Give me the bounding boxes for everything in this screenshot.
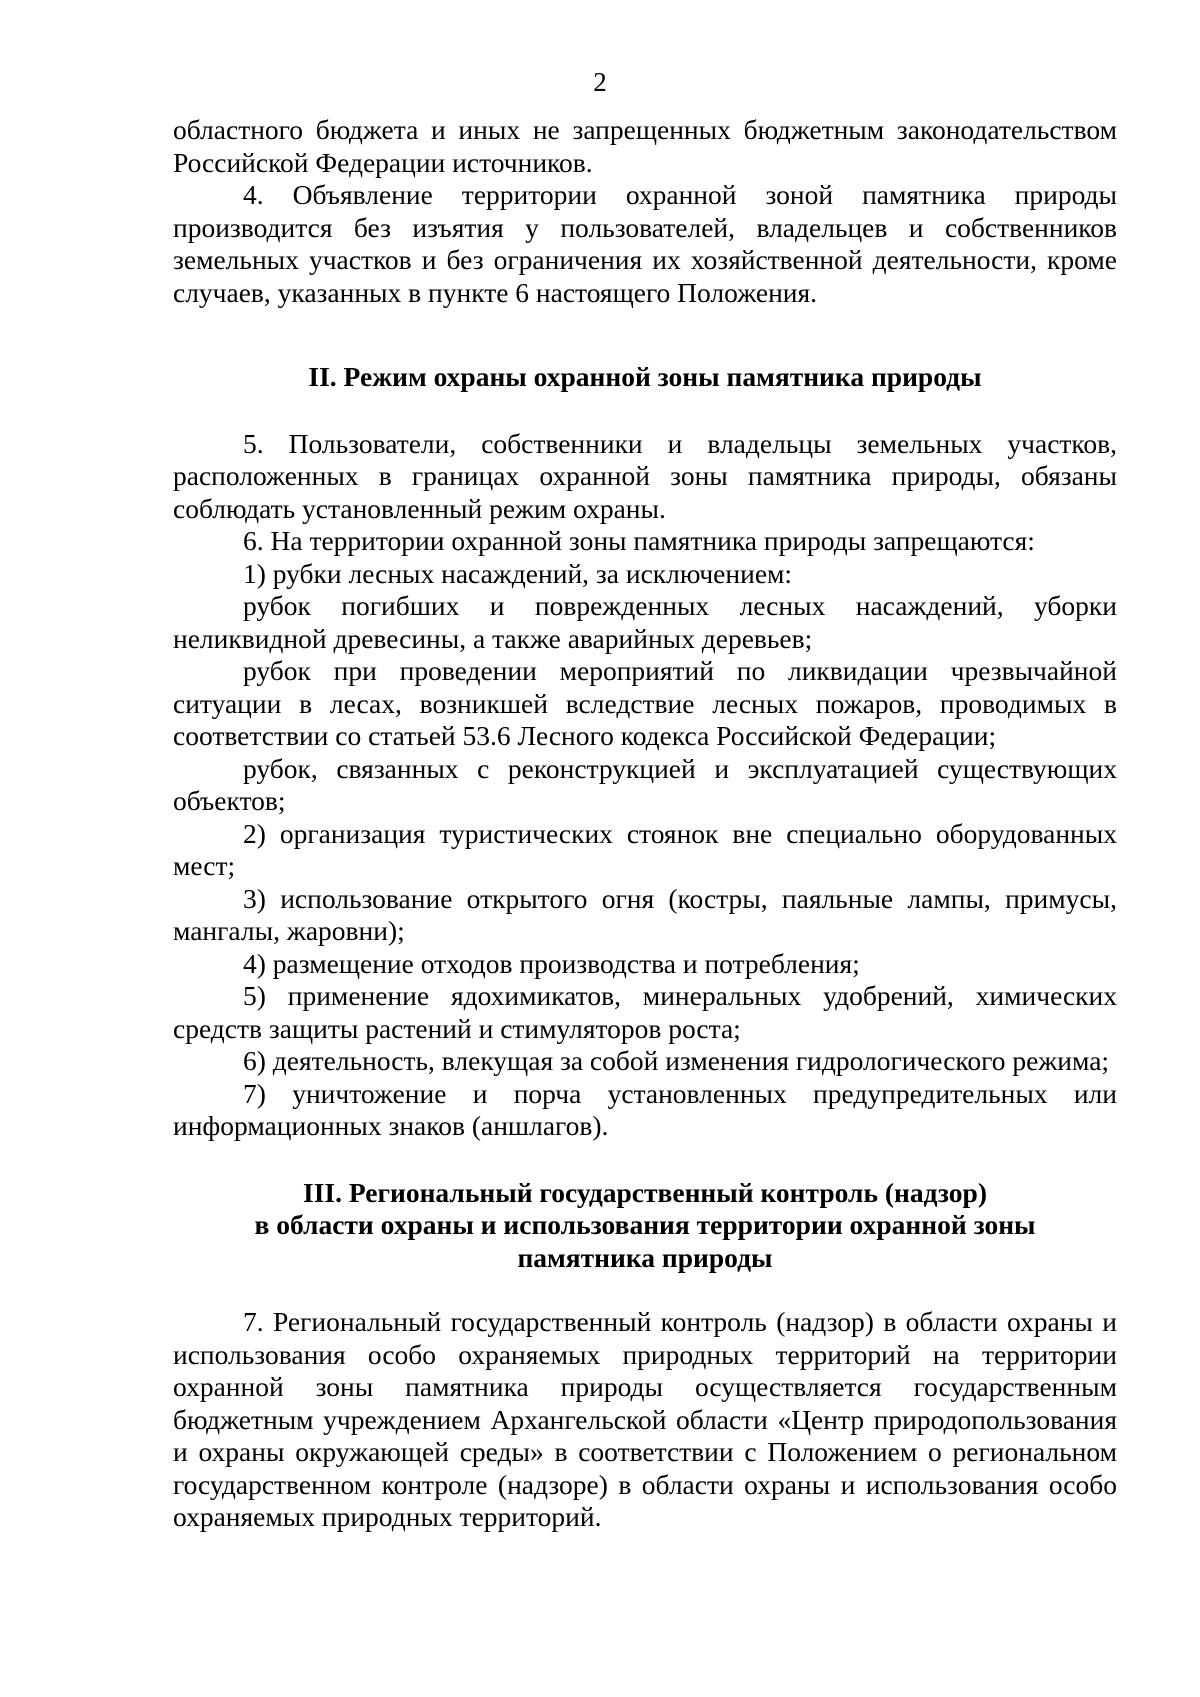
section-3-heading xyxy=(173,1177,1117,1275)
list-item-4: 4) размещение отходов производства и потребления; xyxy=(243,947,860,979)
paragraph-item-5: 5. Пользователи, собственники и владельцы земельных участков, расположенных в границах охранной зоны памятника природы, обязаны соблюдать установленный режим охраны. xyxy=(173,427,1117,524)
section-2-heading: II. Режим охраны охранной зоны памятника природы xyxy=(308,361,982,392)
list-item-2: 2) организация туристических стоянок вне специально оборудованных мест; xyxy=(173,817,1117,881)
list-item-5: 5) применение ядохимикатов, минеральных удобрений, химических средств защиты растений и стимуляторов роста; xyxy=(173,980,1117,1044)
page-number: 2 xyxy=(593,67,607,97)
list-item-6: 6) деятельность, влекущая за собой изменения гидрологического режима; xyxy=(243,1045,1110,1076)
paragraph-continuation: областного бюджета и иных не запрещенных бюджетным законодательством Российской Федерации источников. xyxy=(173,114,1117,178)
list-item-7: 7) уничтожение и порча установленных предупредительных или информационных знаков (аншлагов). xyxy=(173,1077,1117,1141)
section-3-heading-line-2: в области охраны и использования территории охранной зоны xyxy=(254,1209,1036,1240)
paragraph-item-4: 4. Объявление территории охранной зоной памятника природы производится без изъятия у пользователей, владельцев и собственников земельных участков и без ограничения их хозяйственной деятельности, кроме случаев, указанных в пункте 6 настоящего Положения. xyxy=(173,179,1117,308)
list-item-1: 1) рубки лесных насаждений, за исключением: xyxy=(243,557,793,589)
list-item-3: 3) использование открытого огня (костры, паяльные лампы, примусы, мангалы, жаровни); xyxy=(173,882,1117,946)
list-item-1c: рубок, связанных с реконструкцией и эксплуатацией существующих объектов; xyxy=(173,752,1117,816)
list-item-1b: рубок при проведении мероприятий по ликвидации чрезвычайной ситуации в лесах, возникшей вследствие лесных пожаров, проводимых в соответствии со статьей 53.6 Лесного кодекса Российской Федерации; xyxy=(173,655,1117,751)
paragraph-item-6: 6. На территории охранной зоны памятника природы запрещаются: xyxy=(243,525,1035,556)
section-3-heading-line-3: памятника природы xyxy=(517,1241,773,1273)
section-3-heading-line-1: III. Региональный государственный контроль (надзор) xyxy=(303,1176,987,1208)
paragraph-item-7: 7. Региональный государственный контроль (надзор) в области охраны и использования особо охраняемых природных территорий на территории охранной зоны памятника природы осуществляется государственным бюджетным учреждением Архангельской области «Центр природопользования и охраны окружающей среды» в соответствии с Положением о региональном государственном контроле (надзоре) в области охраны и использования особо охраняемых природных территорий. xyxy=(173,1306,1117,1532)
document-body xyxy=(173,114,1117,1534)
list-item-1a: рубок погибших и поврежденных лесных насаждений, уборки неликвидной древесины, а также аварийных деревьев; xyxy=(173,590,1117,654)
